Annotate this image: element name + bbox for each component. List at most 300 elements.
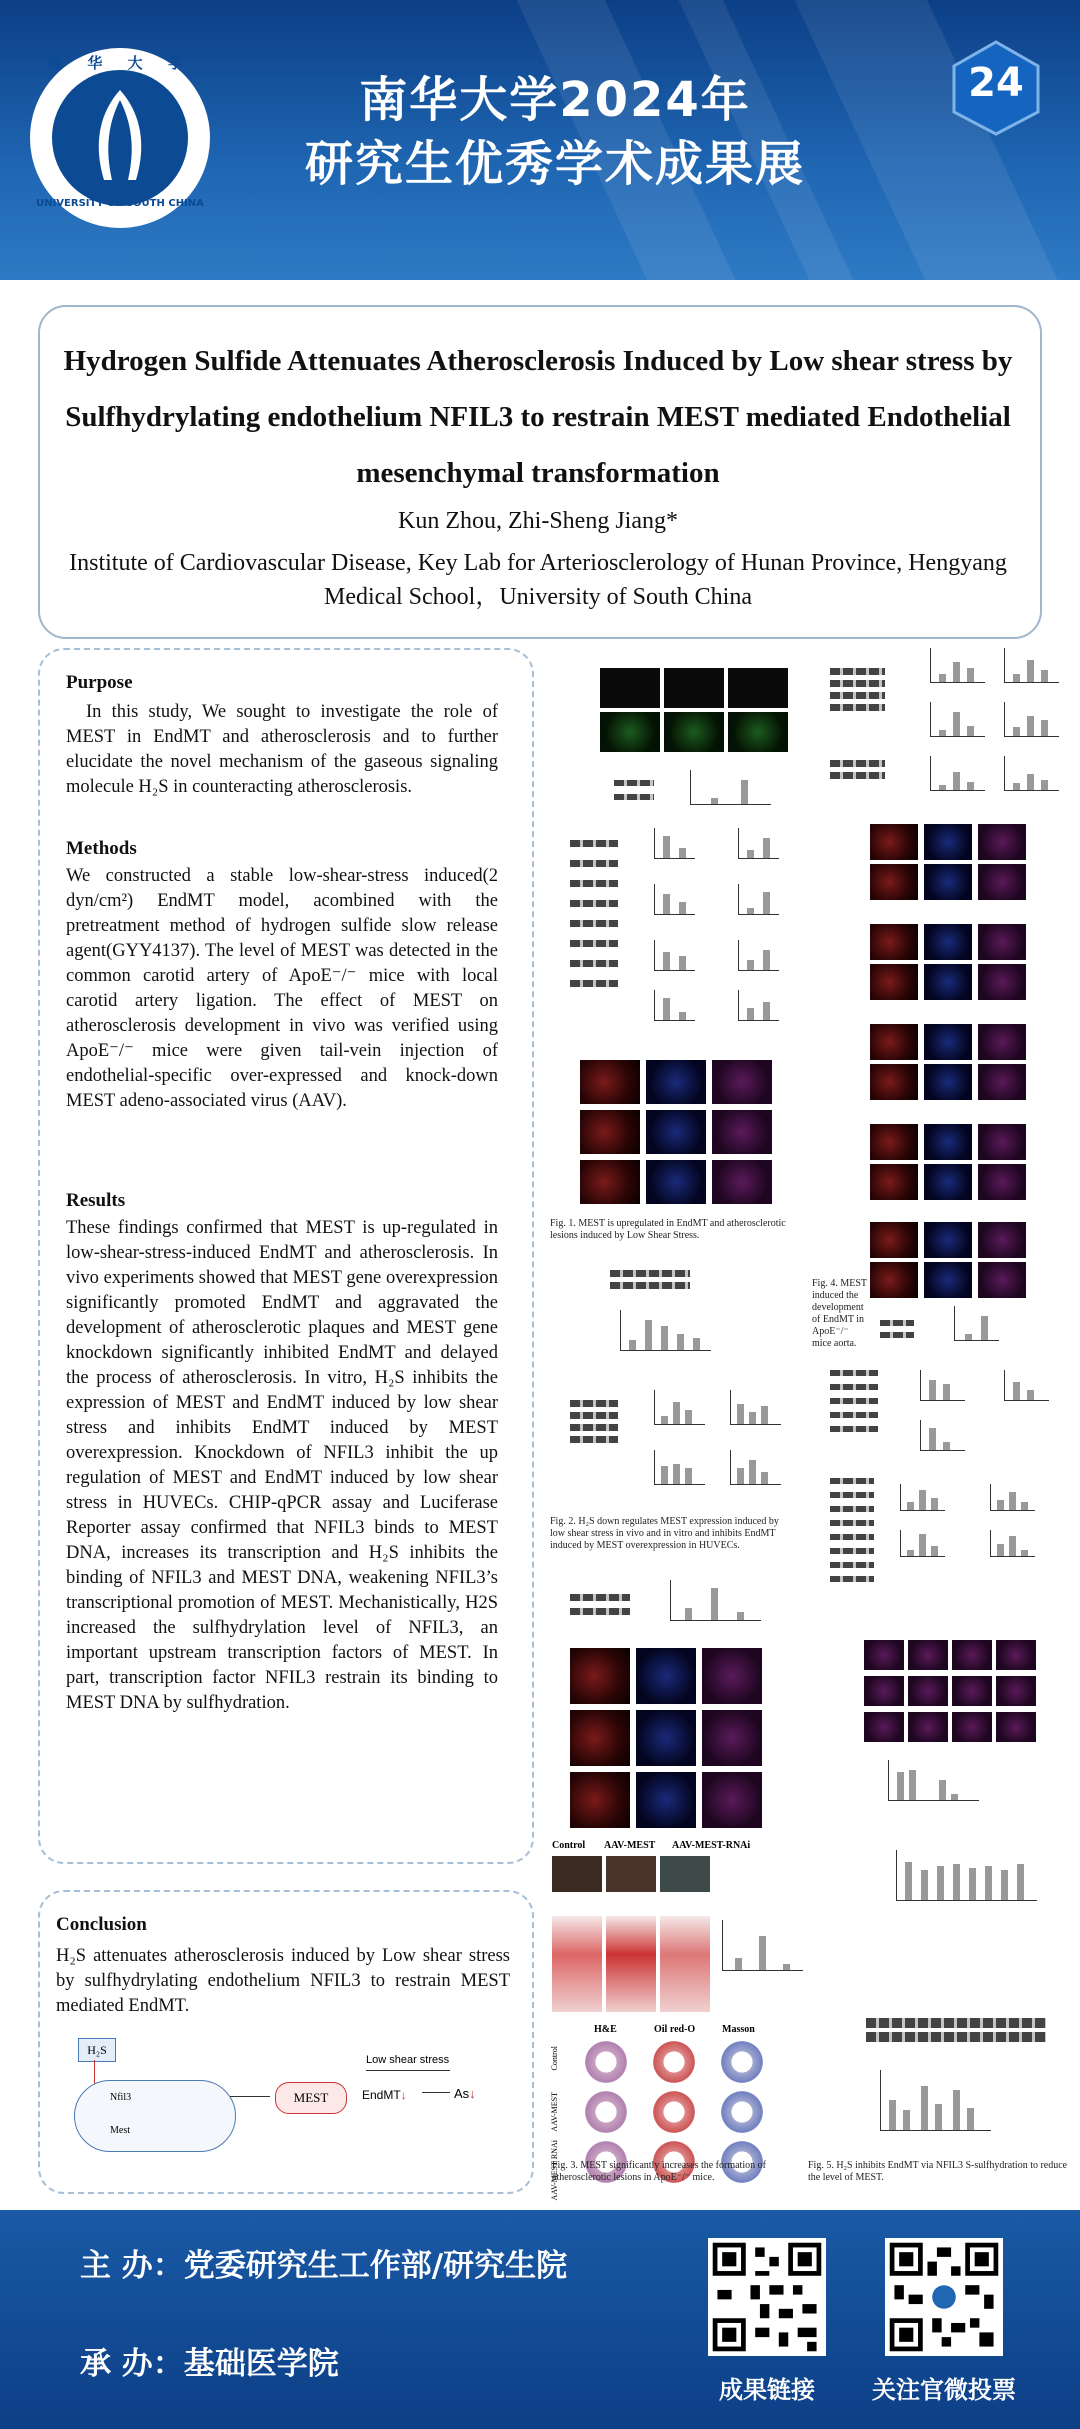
fig4-micrograph bbox=[978, 924, 1026, 960]
qr-code-icon bbox=[708, 2238, 826, 2356]
chart-bar bbox=[919, 1490, 926, 1510]
chart-bar bbox=[953, 712, 960, 736]
chart-bar bbox=[673, 1402, 680, 1424]
methods-heading: Methods bbox=[66, 838, 137, 859]
fig1-micrograph bbox=[664, 668, 724, 708]
chart-bar bbox=[763, 838, 770, 858]
fig4-micrograph bbox=[924, 1222, 972, 1258]
fig5-western-blot bbox=[830, 1520, 874, 1526]
fig2-bar-chart bbox=[654, 1390, 705, 1425]
fig3-row-rnai: AAV-MEST RNAi bbox=[550, 2140, 559, 2201]
chart-bar bbox=[981, 1316, 988, 1340]
chart-bar bbox=[663, 836, 670, 858]
chart-bar bbox=[969, 1868, 976, 1900]
poster-title: Hydrogen Sulfide Attenuates Atherosclerosis Induced by Low shear stress by Sulfhydrylating endothelium NFIL3 to restrain MEST mediated Endothelial mesenchymal transformation bbox=[63, 345, 1013, 489]
diagram-cell bbox=[74, 2080, 236, 2152]
fig1-bar-chart bbox=[654, 940, 695, 971]
chart-bar bbox=[943, 1384, 950, 1400]
chart-bar bbox=[663, 894, 670, 914]
fig2-bar-chart bbox=[730, 1390, 781, 1425]
chart-bar bbox=[951, 1794, 958, 1800]
chart-bar bbox=[1021, 1502, 1028, 1510]
chart-bar bbox=[939, 674, 946, 682]
chart-bar bbox=[939, 730, 946, 736]
fig5-western-blot bbox=[830, 1506, 874, 1512]
fig5-western-blot bbox=[880, 1320, 914, 1326]
fig3-histology bbox=[580, 2090, 632, 2134]
chart-bar bbox=[921, 2086, 928, 2130]
fig3-micrograph bbox=[636, 1710, 696, 1766]
chart-bar bbox=[661, 1416, 668, 1424]
chart-bar bbox=[965, 1334, 972, 1340]
chart-bar bbox=[1017, 1864, 1024, 1900]
chart-bar bbox=[685, 1468, 692, 1484]
chart-bar bbox=[919, 1534, 926, 1556]
fig5-bar-chart bbox=[900, 1530, 945, 1557]
fig5-western-blot bbox=[830, 1398, 878, 1404]
chart-bar bbox=[737, 1612, 744, 1620]
fig1-micrograph bbox=[712, 1160, 772, 1204]
qr-code-vote[interactable] bbox=[885, 2238, 1003, 2356]
fig5-micrograph bbox=[996, 1712, 1036, 1742]
chart-bar bbox=[1041, 780, 1048, 790]
fig3-col-he: H&E bbox=[594, 2024, 617, 2035]
fig5-western-blot bbox=[830, 1492, 874, 1498]
fig2-western-blot bbox=[570, 1436, 618, 1443]
fig4-micrograph bbox=[870, 1024, 918, 1060]
fig5-micrograph bbox=[952, 1676, 992, 1706]
fig3-western-blot bbox=[570, 1608, 630, 1615]
conclusion-text: H₂S attenuates atherosclerosis induced by Low shear stress by sulfhydrylating endothelium NFIL3 to restrain MEST mediated EndMT. bbox=[56, 1946, 510, 2016]
chart-bar bbox=[939, 785, 946, 790]
fig3-micrograph bbox=[636, 1648, 696, 1704]
fig3-heart-photo bbox=[606, 1856, 656, 1892]
fig4-micrograph bbox=[870, 1262, 918, 1298]
header-title bbox=[230, 68, 880, 196]
diagram-shear-line bbox=[366, 2070, 450, 2071]
fig5-western-blot bbox=[880, 1332, 914, 1338]
diagram-mest: MEST bbox=[275, 2082, 347, 2114]
chart-bar bbox=[1009, 1492, 1016, 1510]
fig5-western-blot bbox=[830, 1548, 874, 1554]
chart-bar bbox=[747, 1008, 754, 1020]
fig4-micrograph bbox=[870, 924, 918, 960]
chart-bar bbox=[953, 662, 960, 682]
fig3-d-label-rnai: AAV-MEST-RNAi bbox=[672, 1840, 751, 1851]
fig5-western-blot bbox=[830, 1534, 874, 1540]
chart-bar bbox=[907, 1550, 914, 1556]
fig1-micrograph bbox=[580, 1160, 640, 1204]
chart-bar bbox=[711, 798, 718, 804]
chart-bar bbox=[711, 1588, 718, 1620]
fig1-bar-chart bbox=[1004, 756, 1059, 791]
fig3-micrograph bbox=[570, 1648, 630, 1704]
fig1-micrograph bbox=[712, 1060, 772, 1104]
fig1-micrograph bbox=[646, 1110, 706, 1154]
results-heading: Results bbox=[66, 1190, 126, 1211]
fig1-bar-chart bbox=[738, 990, 779, 1021]
fig3-micrograph bbox=[636, 1772, 696, 1828]
chart-bar bbox=[939, 1780, 946, 1800]
fig1-micrograph bbox=[646, 1160, 706, 1204]
fig1-western-blot bbox=[570, 900, 618, 907]
fig1-bar-chart bbox=[1004, 648, 1059, 683]
fig4-micrograph bbox=[978, 1262, 1026, 1298]
chart-bar bbox=[1009, 1536, 1016, 1556]
fig1-micrograph bbox=[728, 668, 788, 708]
poster-authors: Kun Zhou, Zhi-Sheng Jiang* bbox=[398, 508, 678, 534]
fig5-micrograph bbox=[908, 1640, 948, 1670]
chart-bar bbox=[1041, 670, 1048, 682]
conclusion-heading: Conclusion bbox=[56, 1914, 147, 1935]
fig4-micrograph bbox=[924, 1262, 972, 1298]
chart-bar bbox=[737, 1468, 744, 1484]
fig2-bar-chart bbox=[654, 1450, 705, 1485]
chart-bar bbox=[679, 848, 686, 858]
chart-bar bbox=[685, 1608, 692, 1620]
chart-bar bbox=[747, 850, 754, 858]
chart-bar bbox=[903, 2110, 910, 2130]
fig4-micrograph bbox=[924, 1164, 972, 1200]
chart-bar bbox=[749, 1412, 756, 1424]
chart-bar bbox=[763, 950, 770, 970]
fig5-bar-chart bbox=[920, 1370, 965, 1401]
fig4-caption: Fig. 4. MEST induced the development of EndMT in ApoE⁻/⁻ mice aorta. bbox=[812, 1278, 867, 1349]
fig1-bar-chart bbox=[654, 990, 695, 1021]
chart-bar bbox=[747, 960, 754, 970]
fig5-caption: Fig. 5. H₂S inhibits EndMT via NFIL3 S-sulfhydration to reduce the level of MEST. bbox=[808, 2160, 1068, 2183]
chart-bar bbox=[783, 1964, 790, 1970]
fig1-bar-chart bbox=[654, 828, 695, 859]
chart-bar bbox=[763, 892, 770, 914]
fig3-heart-photo bbox=[552, 1856, 602, 1892]
fig1-bar-chart bbox=[738, 940, 779, 971]
fig5-micrograph bbox=[996, 1676, 1036, 1706]
fig1-western-blot bbox=[570, 980, 618, 987]
fig4-micrograph bbox=[870, 864, 918, 900]
fig5-micrograph bbox=[952, 1712, 992, 1742]
fig4-micrograph bbox=[978, 864, 1026, 900]
purpose-heading: Purpose bbox=[66, 672, 133, 693]
fig4-micrograph bbox=[924, 964, 972, 1000]
chart-bar bbox=[909, 1770, 916, 1800]
fig3-aorta-photo bbox=[606, 1916, 656, 2012]
fig1-western-blot bbox=[570, 860, 618, 867]
chart-bar bbox=[943, 1442, 950, 1450]
chart-bar bbox=[663, 998, 670, 1020]
poster-affiliation: Institute of Cardiovascular Disease, Key Lab for Arteriosclerology of Hunan Province, Hengyang Medical School，University of South China bbox=[69, 550, 1007, 610]
fig3-histology bbox=[716, 2040, 768, 2084]
chart-bar bbox=[661, 1466, 668, 1484]
fig2-western-blot bbox=[570, 1424, 618, 1431]
fig1-bar-chart bbox=[930, 756, 985, 791]
chart-bar bbox=[663, 952, 670, 970]
chart-bar bbox=[747, 908, 754, 914]
fig5-bar-chart bbox=[990, 1484, 1035, 1511]
fig4-micrograph bbox=[978, 824, 1026, 860]
chart-bar bbox=[661, 1326, 668, 1350]
qr-code-results[interactable] bbox=[708, 2238, 826, 2356]
diagram-h2s: H₂S bbox=[78, 2038, 116, 2062]
fig1-micrograph bbox=[600, 712, 660, 752]
fig4-micrograph bbox=[924, 824, 972, 860]
fig3-western-blot bbox=[570, 1594, 630, 1601]
diagram-endmt-wrap bbox=[362, 2088, 407, 2102]
chart-bar bbox=[763, 1002, 770, 1020]
diagram-nfil3: Nfil3 bbox=[110, 2092, 132, 2103]
fig5-bar-chart bbox=[1004, 1370, 1049, 1401]
fig3-histology bbox=[580, 2040, 632, 2084]
chart-bar bbox=[997, 1544, 1004, 1556]
fig4-micrograph bbox=[870, 1124, 918, 1160]
fig1-western-blot bbox=[614, 794, 654, 800]
fig5-micrograph bbox=[864, 1676, 904, 1706]
fig3-histology bbox=[648, 2040, 700, 2084]
chart-bar bbox=[761, 1406, 768, 1424]
chart-bar bbox=[1013, 783, 1020, 790]
fig3-aorta-photo bbox=[552, 1916, 602, 2012]
fig5-micrograph bbox=[996, 1640, 1036, 1670]
chart-bar bbox=[735, 1958, 742, 1970]
fig5-bar-chart bbox=[896, 1850, 1037, 1901]
fig1-bar-chart bbox=[738, 884, 779, 915]
purpose-text: In this study, We sought to investigate the role of MEST in EndMT and atherosclerosis and to further elucidate the novel mechanism of the gaseous signaling molecule H₂S in counteracting atherosclerosis. bbox=[66, 702, 498, 797]
fig1-western-blot bbox=[830, 668, 885, 675]
fig3-bar-chart bbox=[722, 1920, 803, 1971]
fig2-bar-chart bbox=[620, 1310, 711, 1351]
chart-bar bbox=[931, 1498, 938, 1510]
fig4-micrograph bbox=[924, 1064, 972, 1100]
university-logo bbox=[30, 48, 210, 228]
diagram-low-shear: Low shear stress bbox=[366, 2054, 450, 2066]
chart-bar bbox=[997, 1500, 1004, 1510]
fig5-micrograph bbox=[908, 1676, 948, 1706]
chart-bar bbox=[1027, 1390, 1034, 1400]
fig5-micrograph bbox=[864, 1712, 904, 1742]
fig2-bar-chart bbox=[730, 1450, 781, 1485]
fig3-d-label-mest: AAV-MEST bbox=[604, 1840, 656, 1851]
chart-bar bbox=[931, 1546, 938, 1556]
fig5-western-blot bbox=[830, 1426, 878, 1432]
chart-bar bbox=[761, 1472, 768, 1484]
chart-bar bbox=[953, 2090, 960, 2130]
fig5-western-blot bbox=[830, 1370, 878, 1376]
fig5-bar-chart bbox=[990, 1530, 1035, 1557]
fig4-micrograph bbox=[870, 1222, 918, 1258]
chart-bar bbox=[1013, 1382, 1020, 1400]
fig3-micrograph bbox=[570, 1710, 630, 1766]
chart-bar bbox=[749, 1460, 756, 1484]
fig3-aorta-photo bbox=[660, 1916, 710, 2012]
fig2-western-blot bbox=[610, 1282, 690, 1289]
results-text: These findings confirmed that MEST is up-regulated in low-shear-stress-induced EndMT and atherosclerosis. In vivo experiments showed that MEST gene overexpression significantly promoted EndMT and aggravated the development of atherosclerotic plaques and MEST gene knockdown significantly inhibited EndMT and delayed the process of atherosclerosis. In vitro, H₂S inhibits the expression of MEST and EndMT induced by low shear stress and inhibits EndMT induced by MEST overexpression. Knockdown of NFIL3 inhibit the up regulation of MEST and EndMT induced by low shear stress in HUVECs. CHIP-qPCR assay and Luciferase Reporter assay confirmed that NFIL3 binds to MEST DNA, increases its transcription and H₂S inhibits the binding of NFIL3 and MEST DNA, weakening NFIL3’s transcriptional promotion of MEST. Mechanistically, H2S increased the sulfhydrylation level of NFIL3, an important upstream transcription factors of MEST. In part, transcription factor NFIL3 restrain its binding to MEST DNA by sulfhydration. bbox=[66, 1218, 498, 1713]
fig1-caption: Fig. 1. MEST is upregulated in EndMT and atherosclerotic lesions induced by Low Shear Stress. bbox=[550, 1218, 786, 1241]
chart-bar bbox=[679, 1012, 686, 1020]
fig3-micrograph bbox=[570, 1772, 630, 1828]
methods-text: We constructed a stable low-shear-stress induced(2 dyn/cm²) EndMT model, acombined with the pretreatment method of hydrogen sulfide slow release agent(GYY4137). The level of MEST was detected in the common carotid artery of ApoE⁻/⁻ mice with local carotid artery ligation. The effect of MEST on atherosclerosis development in vivo was verified using ApoE⁻/⁻ mice were given tail-vein injection of endothelial-specific over-expressed and knock-down MEST adeno-associated virus (AAV). bbox=[66, 866, 498, 1111]
fig1-western-blot bbox=[830, 680, 885, 687]
fig5-bar-chart bbox=[954, 1306, 999, 1341]
fig1-western-blot bbox=[570, 940, 618, 947]
arrow-down-icon: ↓ bbox=[400, 2088, 407, 2102]
chart-bar bbox=[953, 772, 960, 790]
chart-bar bbox=[677, 1334, 684, 1350]
fig4-micrograph bbox=[978, 1222, 1026, 1258]
chart-bar bbox=[897, 1772, 904, 1800]
chart-bar bbox=[985, 1866, 992, 1900]
fig4-micrograph bbox=[978, 1024, 1026, 1060]
fig4-micrograph bbox=[924, 864, 972, 900]
fig2-caption: Fig. 2. H₂S down regulates MEST expression induced by low shear stress in vivo and in vitro and inhibits EndMT induced by MEST overexpression in HUVECs. bbox=[550, 1516, 779, 1551]
fig1-bar-chart bbox=[738, 828, 779, 859]
chart-bar bbox=[929, 1380, 936, 1400]
chart-bar bbox=[685, 1410, 692, 1424]
qr-code-icon bbox=[885, 2238, 1003, 2356]
fig1-western-blot bbox=[570, 960, 618, 967]
fig3-heart-photo bbox=[660, 1856, 710, 1892]
diagram-arrow bbox=[230, 2096, 270, 2097]
chart-bar bbox=[737, 1404, 744, 1424]
organizer: 主 办：党委研究生工作部/研究生院 bbox=[80, 2248, 568, 2284]
fig5-bar-chart bbox=[880, 2070, 991, 2131]
fig1-micrograph bbox=[600, 668, 660, 708]
fig2-western-blot bbox=[570, 1400, 618, 1407]
fig1-western-blot bbox=[830, 692, 885, 699]
fig3-histology bbox=[648, 2090, 700, 2134]
chart-bar bbox=[967, 726, 974, 736]
qr-label-vote: 关注官微投票 bbox=[872, 2376, 1016, 2404]
fig1-western-blot bbox=[830, 772, 885, 779]
fig4-micrograph bbox=[978, 964, 1026, 1000]
logo-ring-text: UNIVERSITY OF SOUTH CHINA bbox=[36, 198, 204, 209]
chart-bar bbox=[967, 2108, 974, 2130]
fig1-micrograph bbox=[646, 1060, 706, 1104]
fig5-micrograph bbox=[908, 1712, 948, 1742]
fig4-micrograph bbox=[870, 824, 918, 860]
chart-bar bbox=[759, 1936, 766, 1970]
chart-bar bbox=[1027, 716, 1034, 736]
fig4-micrograph bbox=[978, 1164, 1026, 1200]
logo-top-text: 南 华 大 学 bbox=[47, 54, 193, 72]
fig3-micrograph bbox=[702, 1710, 762, 1766]
chart-bar bbox=[907, 1502, 914, 1510]
chart-bar bbox=[673, 1464, 680, 1484]
fig3-col-masson: Masson bbox=[722, 2024, 755, 2035]
chart-bar bbox=[1027, 774, 1034, 790]
fig1-bar-chart bbox=[690, 770, 771, 805]
fig3-col-oil: Oil red-O bbox=[654, 2024, 696, 2035]
fig1-western-blot bbox=[570, 840, 618, 847]
fig3-histology bbox=[716, 2090, 768, 2134]
fig5-western-blot bbox=[830, 1384, 878, 1390]
fig1-western-blot bbox=[570, 880, 618, 887]
fig5-bar-chart bbox=[900, 1484, 945, 1511]
fig4-micrograph bbox=[978, 1124, 1026, 1160]
fig4-micrograph bbox=[924, 924, 972, 960]
qr-label-results: 成果链接 bbox=[719, 2376, 815, 2404]
logo-emblem-icon bbox=[52, 70, 188, 206]
fig4-micrograph bbox=[870, 1164, 918, 1200]
fig3-row-control: Control bbox=[550, 2046, 559, 2071]
chart-bar bbox=[679, 956, 686, 970]
fig1-micrograph bbox=[712, 1110, 772, 1154]
fig5-western-blot bbox=[830, 1478, 874, 1484]
header-title-line2: 研究生优秀学术成果展 bbox=[304, 136, 805, 192]
chart-bar bbox=[935, 2104, 942, 2130]
header-title-line1: 南华大学2024年 bbox=[359, 72, 751, 128]
fig5-western-blot bbox=[830, 1412, 878, 1418]
chart-bar bbox=[693, 1338, 700, 1350]
fig4-micrograph bbox=[870, 1064, 918, 1100]
fig3-micrograph bbox=[702, 1772, 762, 1828]
fig1-micrograph bbox=[728, 712, 788, 752]
fig5-western-blot bbox=[866, 2018, 1046, 2028]
diagram-mest-gene: Mest bbox=[110, 2125, 130, 2136]
fig1-micrograph bbox=[580, 1060, 640, 1104]
chart-bar bbox=[1027, 660, 1034, 682]
chart-bar bbox=[629, 1340, 636, 1350]
fig3-micrograph bbox=[702, 1648, 762, 1704]
fig3-bar-chart bbox=[670, 1580, 761, 1621]
fig1-bar-chart bbox=[654, 884, 695, 915]
fig1-micrograph bbox=[580, 1110, 640, 1154]
fig5-bar-chart bbox=[920, 1420, 965, 1451]
diagram-arrow2 bbox=[422, 2092, 450, 2093]
chart-bar bbox=[1001, 1870, 1008, 1900]
chart-bar bbox=[645, 1320, 652, 1350]
fig3-caption: Fig. 3. MEST significantly increases the formation of atherosclerotic lesions in ApoE⁻/⁻ mice. bbox=[552, 2160, 766, 2183]
chart-bar bbox=[937, 1866, 944, 1900]
fig1-western-blot bbox=[830, 760, 885, 767]
fig1-western-blot bbox=[614, 780, 654, 786]
fig5-western-blot bbox=[866, 2032, 1046, 2042]
fig1-western-blot bbox=[830, 704, 885, 711]
arrow-down-icon: ↓ bbox=[469, 2086, 476, 2101]
chart-bar bbox=[889, 2100, 896, 2130]
co-organizer: 承 办：基础医学院 bbox=[80, 2346, 339, 2382]
fig4-micrograph bbox=[924, 1024, 972, 1060]
chart-bar bbox=[967, 668, 974, 682]
fig4-micrograph bbox=[870, 964, 918, 1000]
fig3-row-mest: AAV-MEST bbox=[550, 2092, 559, 2132]
fig5-micrograph bbox=[864, 1640, 904, 1670]
fig2-western-blot bbox=[570, 1412, 618, 1419]
fig2-western-blot bbox=[610, 1270, 690, 1277]
fig1-western-blot bbox=[570, 920, 618, 927]
fig1-bar-chart bbox=[930, 648, 985, 683]
chart-bar bbox=[1041, 720, 1048, 736]
chart-bar bbox=[741, 780, 748, 804]
chart-bar bbox=[905, 1862, 912, 1900]
fig1-micrograph bbox=[664, 712, 724, 752]
mechanism-diagram bbox=[70, 2030, 510, 2160]
fig5-bar-chart bbox=[888, 1760, 979, 1801]
diagram-endmt: EndMT bbox=[362, 2088, 401, 2102]
chart-bar bbox=[953, 1864, 960, 1900]
chart-bar bbox=[679, 902, 686, 914]
chart-bar bbox=[929, 1428, 936, 1450]
chart-bar bbox=[1013, 674, 1020, 682]
chart-bar bbox=[967, 782, 974, 790]
fig1-bar-chart bbox=[930, 702, 985, 737]
diagram-as: As bbox=[454, 2086, 470, 2101]
fig5-western-blot bbox=[830, 1576, 874, 1582]
chart-bar bbox=[921, 1870, 928, 1900]
fig4-micrograph bbox=[978, 1064, 1026, 1100]
chart-bar bbox=[1013, 727, 1020, 736]
fig5-western-blot bbox=[830, 1562, 874, 1568]
badge-number: 24 bbox=[968, 60, 1024, 106]
